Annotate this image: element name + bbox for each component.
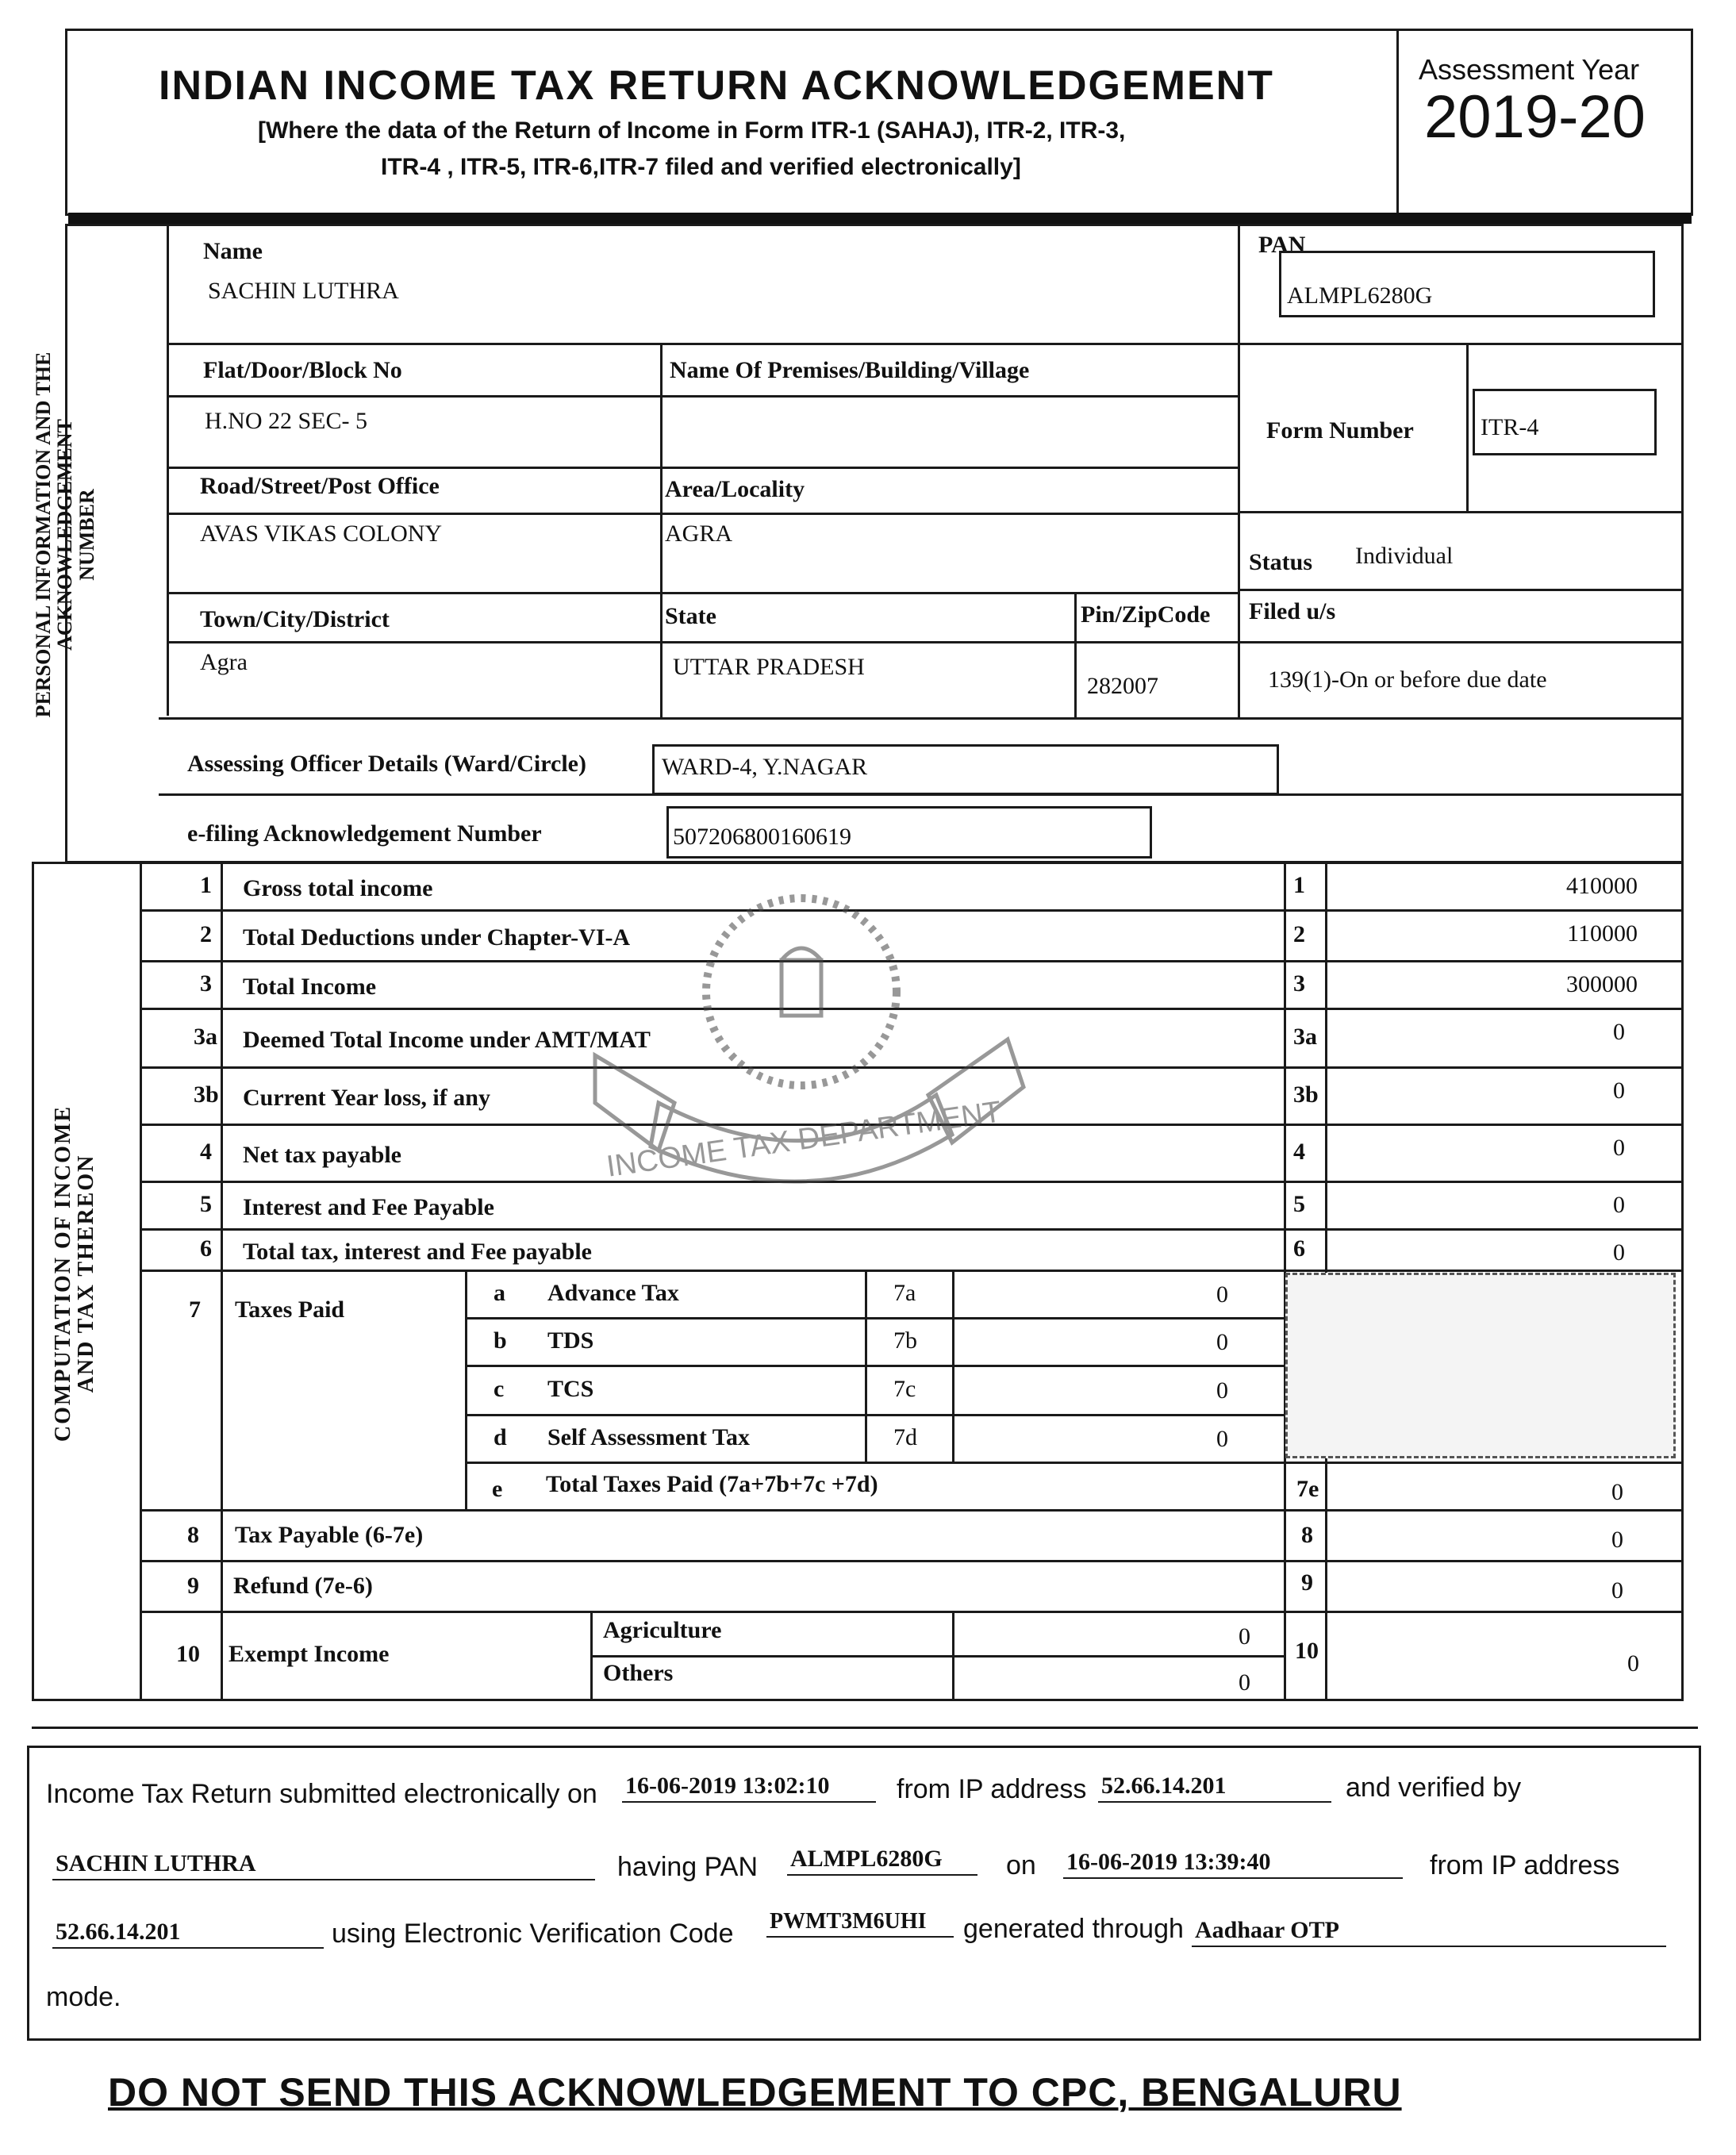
personal-label-line1: PERSONAL INFORMATION AND THE [32,351,55,718]
computation-label-divider [140,862,142,1701]
verification-text-2: from IP address [897,1774,1087,1804]
tax-b-label: TDS [547,1327,594,1354]
state-value: UTTAR PRADESH [673,654,865,680]
pan-label: PAN [1258,232,1306,258]
row-3a-code: 3a [1293,1024,1317,1050]
income-tax-seal [579,865,1039,1230]
pin-label: Pin/ZipCode [1081,601,1211,628]
tax-c-value: 0 [1216,1377,1228,1404]
row-10-others-value: 0 [1239,1669,1250,1696]
verification-text-9: mode. [46,1982,121,2012]
verified-by-value: SACHIN LUTHRA [52,1850,595,1880]
row-3-code: 3 [1293,970,1305,997]
tax-b-value: 0 [1216,1329,1228,1355]
ack-label: e-filing Acknowledgement Number [187,820,542,847]
row-10-mid [590,1655,1285,1658]
road-label-rule [167,513,1239,515]
row-8-top [140,1509,1684,1512]
seal-text: INCOME TAX DEPARTMENT [604,1095,1004,1184]
row-3a-label: Deemed Total Income under AMT/MAT [243,1027,651,1053]
row-3-value: 300000 [1566,971,1638,997]
row-3a-no: 3a [194,1024,217,1050]
town-label: Town/City/District [200,606,390,632]
row-10-label: Exempt Income [229,1641,390,1667]
town-label-rule [167,641,1684,643]
row-1-no: 1 [200,872,212,898]
tax-d-letter: d [494,1424,507,1450]
verifier-pan-value: ALMPL6280G [787,1846,977,1876]
verification-mode-value: Aadhaar OTP [1192,1917,1666,1947]
row-2-no: 2 [200,921,212,947]
verified-on-value: 16-06-2019 13:39:40 [1063,1849,1403,1879]
name-row-bottom [167,343,1684,345]
page-subtitle-line2: ITR-4 , ITR-5, ITR-6,ITR-7 filed and verified electronically] [381,154,1021,180]
form-number-divider [1466,344,1469,513]
road-row-top [167,467,1239,469]
address-col-divider [660,344,663,719]
row-9-label: Refund (7e-6) [233,1573,373,1599]
road-label: Road/Street/Post Office [200,473,440,499]
row-7e-label: Total Taxes Paid (7a+7b+7c +7d) [546,1471,878,1497]
ack-value: 507206800160619 [673,824,851,850]
ip-address-1-value: 52.66.14.201 [1098,1773,1331,1803]
verification-text-6: from IP address [1430,1850,1620,1880]
tax-c-label: TCS [547,1376,594,1402]
pin-value: 282007 [1087,673,1158,699]
row-5-label: Interest and Fee Payable [243,1194,494,1220]
row-7e-letter: e [492,1476,503,1502]
assessment-year-label: Assessment Year [1419,53,1640,86]
pin-divider [1074,592,1077,719]
row-3a-value: 0 [1613,1019,1625,1045]
row-4-no: 4 [200,1139,212,1165]
row-5-code: 5 [1293,1191,1305,1217]
submitted-on-value: 16-06-2019 13:02:10 [622,1773,876,1803]
row-6-no: 6 [200,1235,212,1262]
row-10-no: 10 [176,1641,200,1667]
row-10-code: 10 [1295,1638,1319,1664]
flat-value: H.NO 22 SEC- 5 [205,408,368,434]
row-4-code: 4 [1293,1139,1305,1165]
row-10-others-label: Others [603,1660,674,1686]
row-7e-value: 0 [1611,1479,1623,1505]
row-6-value: 0 [1613,1239,1625,1266]
verification-top-rule [32,1727,1698,1729]
ip-address-2-value: 52.66.14.201 [52,1919,324,1949]
row-7-no: 7 [189,1296,201,1323]
tax-b-code: 7b [893,1327,917,1354]
row-3b-value: 0 [1613,1078,1625,1104]
row-8-no: 8 [187,1522,199,1548]
tax-d-code: 7d [893,1424,917,1450]
evc-value: PWMT3M6UHI [766,1909,954,1938]
assessment-year-value: 2019-20 [1424,83,1646,151]
row-1-code: 1 [1293,872,1305,898]
row-divider [140,1270,1684,1272]
verification-text-8: generated through [963,1914,1184,1944]
name-value: SACHIN LUTHRA [208,278,399,304]
area-value: AGRA [665,521,733,547]
row-8-label: Tax Payable (6-7e) [235,1522,424,1548]
verification-text-1: Income Tax Return submitted electronically on [46,1779,597,1809]
row-7-subdivider [465,1270,467,1509]
computation-label-line1: COMPUTATION OF INCOME [51,1104,75,1442]
row-8-value: 0 [1611,1527,1623,1553]
personal-section-label [33,297,118,773]
row-9-top [140,1560,1684,1562]
state-label: State [665,603,716,629]
row-10-agri-value: 0 [1239,1623,1250,1650]
verification-text-7: using Electronic Verification Code [332,1919,734,1949]
town-row-top [167,592,1239,594]
row-5-value: 0 [1613,1192,1625,1218]
row-6-label: Total tax, interest and Fee payable [243,1239,592,1265]
town-row-bottom [159,717,1684,720]
row-3b-label: Current Year loss, if any [243,1085,490,1111]
row-9-code: 9 [1301,1569,1313,1596]
row-3-no: 3 [200,970,212,997]
tax-d-value: 0 [1216,1426,1228,1452]
row-7e-code: 7e [1296,1476,1319,1502]
name-label: Name [203,238,263,264]
row-6-code: 6 [1293,1235,1305,1262]
row-4-value: 0 [1613,1135,1625,1161]
tax-a-letter: a [494,1280,505,1306]
row-7-label: Taxes Paid [235,1296,345,1323]
form-number-bottom [1238,511,1684,513]
row-10-value: 0 [1627,1650,1639,1677]
row-3b-no: 3b [194,1081,219,1108]
row-1-value: 410000 [1566,873,1638,899]
header-divider [1396,29,1399,216]
filed-value: 139(1)-On or before due date [1268,666,1547,693]
row-9-value: 0 [1611,1577,1623,1604]
premises-label: Name Of Premises/Building/Village [670,357,1030,383]
verification-text-4: having PAN [617,1852,759,1882]
header-thick-rule [68,213,1692,224]
flat-label-rule [167,395,1239,398]
status-value: Individual [1355,543,1454,569]
personal-label-line2: ACKNOWLEDGEMENT [53,419,77,651]
verification-text-5: on [1006,1850,1036,1880]
page-subtitle-line1: [Where the data of the Return of Income in Form ITR-1 (SAHAJ), ITR-2, ITR-3, [258,117,1126,144]
address-right-divider [1238,344,1240,719]
row-9-no: 9 [187,1573,199,1599]
tax-d-label: Self Assessment Tax [547,1424,751,1450]
status-row-bottom [1238,589,1684,591]
taxes-paid-divider [465,1365,1284,1367]
flat-label: Flat/Door/Block No [203,357,402,383]
computation-label-line2: AND TAX THEREON [74,1154,99,1393]
taxes-paid-divider [465,1414,1284,1416]
row-10-agri-label: Agriculture [603,1617,722,1643]
pan-value: ALMPL6280G [1287,282,1433,309]
tax-c-letter: c [494,1376,505,1402]
row-10-top [140,1611,1684,1613]
personal-label-line3: NUMBER [75,489,98,581]
row-2-label: Total Deductions under Chapter-VI-A [243,924,631,951]
tax-c-code: 7c [893,1376,916,1402]
row-7e-top [465,1462,1684,1464]
road-value: AVAS VIKAS COLONY [200,521,443,547]
area-label: Area/Locality [665,476,805,502]
pan-divider [1238,224,1240,344]
footer-notice: DO NOT SEND THIS ACKNOWLEDGEMENT TO CPC, BENGALURU [108,2070,1402,2115]
status-label: Status [1249,549,1313,575]
town-value: Agra [200,649,248,675]
tax-a-code: 7a [893,1280,916,1306]
form-number-value: ITR-4 [1481,414,1539,440]
row-1-label: Gross total income [243,875,433,901]
tax-a-value: 0 [1216,1281,1228,1308]
form-number-label: Form Number [1266,417,1414,444]
computation-no-divider [221,862,223,1701]
page-title: INDIAN INCOME TAX RETURN ACKNOWLEDGEMENT [159,63,1274,109]
row-4-label: Net tax payable [243,1142,401,1168]
row-8-code: 8 [1301,1522,1313,1548]
taxes-paid-divider [465,1317,1284,1320]
ao-row-bottom [159,793,1684,796]
ao-label: Assessing Officer Details (Ward/Circle) [187,751,586,777]
row-2-value: 110000 [1567,920,1638,947]
row-3-label: Total Income [243,974,377,1000]
tax-b-letter: b [494,1327,507,1354]
row-5-no: 5 [200,1191,212,1217]
computation-section-label [52,1075,123,1472]
row-2-code: 2 [1293,921,1305,947]
verification-text-3: and verified by [1346,1773,1522,1803]
ao-value: WARD-4, Y.NAGAR [662,754,868,780]
row-3b-code: 3b [1293,1081,1319,1108]
filed-label: Filed u/s [1249,598,1336,624]
tax-a-label: Advance Tax [547,1280,679,1306]
signature-area [1285,1273,1676,1458]
